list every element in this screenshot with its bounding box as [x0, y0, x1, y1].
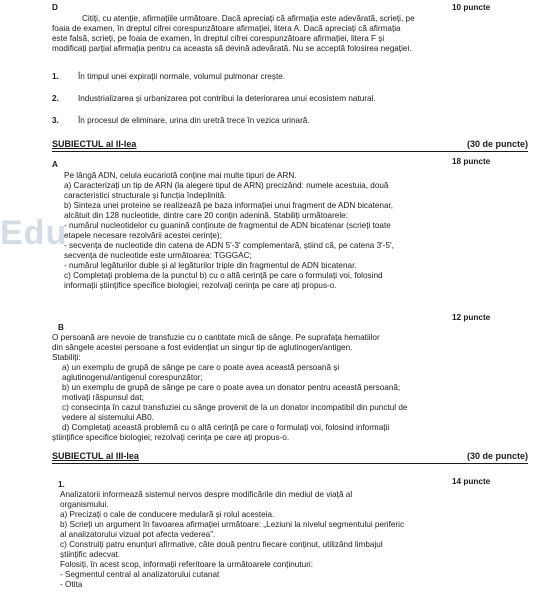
statement-text: În procesul de eliminare, urina din uretră trece în vezica urinară.	[78, 116, 310, 125]
section-a-line: Pe lângă ADN, celula eucariotă conține mai multe tipuri de ARN.	[64, 171, 297, 180]
section-1-line: științific adecvat.	[60, 550, 121, 559]
section-b-line: din sângele acestei persoane a fost evidențiat un singur tip de aglutinogen/antigen.	[52, 343, 353, 352]
subject-2-header	[52, 139, 528, 152]
subject-2-title: SUBIECTUL al II-lea	[52, 139, 137, 149]
statement-number: 2.	[52, 94, 59, 103]
subject-3-title: SUBIECTUL al III-lea	[52, 451, 139, 461]
section-a-line: alcătuit din 128 nucleotide, dintre care 20 conțin adenină. Stabiliți următoarele:	[64, 211, 349, 220]
section-b-line: vedere al sistemului AB0.	[62, 413, 154, 422]
subject-3-header	[52, 451, 528, 464]
intro-line: foaia de examen, în dreptul cifrei corespunzătoare afirmației, litera A. Dacă apreciați că afirmația	[52, 24, 401, 33]
section-d-points: 10 puncte	[452, 3, 491, 12]
section-b-line: b) un exemplu de grupă de sânge pe care o poate avea un donator pentru această persoană;	[62, 383, 401, 392]
section-a-line: - secvența de nucleotide din catena de ADN 5'-3' complementară, știind că, pe catena 3'-5',	[64, 241, 394, 250]
section-letter-d: D	[52, 3, 58, 12]
section-1-line: al analizatorului vizual pot afecta vederea”.	[60, 530, 216, 539]
section-1-points: 14 puncte	[452, 477, 491, 486]
section-1-line: - Segmentul central al analizatorului cutanat	[60, 570, 220, 579]
section-b-points: 12 puncte	[452, 313, 491, 322]
section-1-line: b) Scrieți un argument în favoarea afirmației următoare: „Leziuni la nivelul segmentului periferic	[60, 520, 405, 529]
section-1-line: organismului.	[60, 500, 109, 509]
section-b-line: Stabiliți:	[52, 353, 81, 362]
section-a-line: informații științifice specifice biologiei; rezolvați cerința pe care ați propus-o.	[64, 281, 337, 290]
section-1-body	[60, 490, 530, 590]
section-1-line: Folosiți, în acest scop, informații referitoare la următoarele conținuturi:	[60, 560, 314, 569]
statement-number: 1.	[52, 72, 59, 81]
section-a-points: 18 puncte	[452, 157, 491, 166]
intro-paragraph	[52, 14, 522, 54]
section-1-line: Analizatorii informează sistemul nervos despre modificările din mediul de viață al	[60, 490, 353, 499]
section-1-line: a) Precizați o cale de conducere medulară și rolul acesteia.	[60, 510, 275, 519]
subject-2-points: (30 de puncte)	[466, 139, 528, 149]
section-b-line: O persoană are nevoie de transfuzie cu o cantitate mică de sânge. Pe suprafața hematiilor	[52, 333, 380, 342]
section-1-line: c) Construiți patru enunțuri afirmative, câte două pentru fiecare conținut, utilizând limbajul	[60, 540, 383, 549]
section-1-number: 1.	[58, 480, 65, 489]
statement-number: 3.	[52, 116, 59, 125]
section-a-line: etapele necesare rezolvării acestei cerințe);	[64, 231, 222, 240]
intro-line: modificați parțial afirmația pentru ca aceasta să devină adevărată. Nu se acceptă folosirea negației.	[52, 44, 412, 53]
section-b-line: aglutinogenul/antigenul corespunzător;	[62, 373, 203, 382]
section-b-line: motivați răspunsul dat;	[62, 393, 144, 402]
section-a-line: caracteristici structurale și funcția îndeplinită.	[64, 191, 227, 200]
section-b-letter: B	[58, 323, 64, 332]
section-b-line: c) consecința în cazul transfuziei cu sânge provenit de la un donator incompatibil din punctul de	[62, 403, 408, 412]
section-a-line: a) Caracterizați un tip de ARN (la alegere tipul de ARN) precizând: numele acestuia, două	[64, 181, 389, 190]
statement-text: În timpul unei expirații normale, volumul pulmonar crește.	[78, 72, 286, 81]
subject-3-points: (30 de puncte)	[466, 451, 528, 461]
intro-line: este falsă, scrieți, pe foaia de examen, în dreptul cifrei corespunzătoare afirmației, litera F și	[52, 34, 385, 43]
intro-line: Citiți, cu atenție, afirmațiile următoare. Dacă apreciați că afirmația este adevărată, scrieți, pe	[82, 14, 415, 23]
section-b-line: d) Completați această problemă cu o altă cerință pe care o formulați voi, folosind informații	[62, 423, 390, 432]
section-a-line: c) Completați problema de la punctul b) cu o altă cerință pe care o formulați voi, folosind	[64, 271, 383, 280]
statement-text: Industrializarea și urbanizarea pot contribui la deteriorarea unui ecosistem natural.	[78, 94, 376, 103]
section-a-line: - numărul legăturilor duble și al legăturilor triple din fragmentul de ADN bicatenar.	[64, 261, 357, 270]
section-a-body	[64, 171, 534, 291]
section-1-line: - Otita	[60, 580, 83, 589]
section-b-line: științifice specifice biologiei; rezolvați cerința pe care ați propus-o.	[52, 433, 290, 442]
section-b-line: a) un exemplu de grupă de sânge pe care o poate avea această persoană și	[62, 363, 340, 372]
section-b-body	[52, 333, 522, 443]
section-a-letter: A	[52, 160, 58, 169]
section-a-line: b) Sinteza unei proteine se realizează pe baza informației unui fragment de ADN bicatenar,	[64, 201, 394, 210]
section-a-line: - numărul nucleotidelor cu guanină conținute de fragmentul de ADN bicatenar (scrieți toate	[64, 221, 391, 230]
watermark-logo: Edu	[0, 214, 68, 252]
section-a-line: secvența de nucleotide este următoarea: TGGGAC;	[64, 251, 252, 260]
